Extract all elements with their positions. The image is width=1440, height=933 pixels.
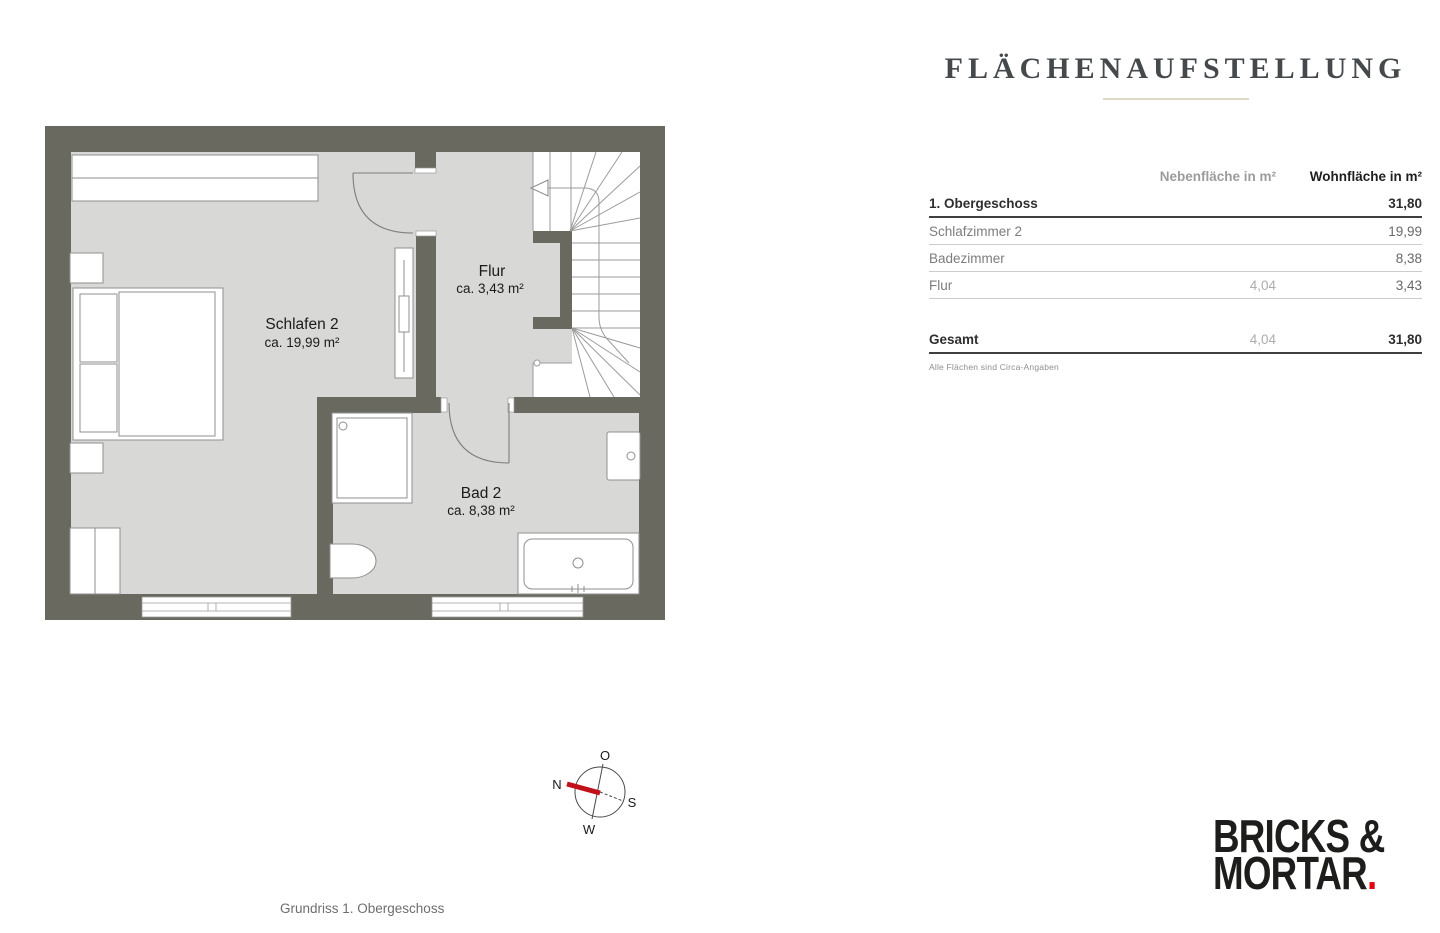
room-area: ca. 3,43 m² — [456, 281, 524, 296]
compass-label-n: N — [552, 777, 562, 792]
page-title: FLÄCHENAUFSTELLUNG — [944, 52, 1407, 85]
radiator-inner — [399, 296, 409, 332]
room-name: Schlafen 2 — [265, 316, 339, 333]
wardrobe-top — [72, 178, 318, 201]
table-row: 1. Obergeschoss 31,80 — [929, 191, 1422, 218]
shower-drain — [339, 422, 347, 430]
pillow — [80, 364, 117, 432]
table-total-row: Gesamt 4,04 31,80 — [929, 327, 1422, 354]
area-table — [929, 163, 1422, 372]
title-underline — [1103, 98, 1249, 100]
logo-line2: MORTAR. — [1213, 847, 1377, 899]
compass-needle — [567, 784, 600, 793]
col-header-nebenflaeche: Nebenfläche in m² — [1159, 169, 1276, 184]
window — [432, 597, 583, 617]
logo-red-dot: . — [1366, 847, 1377, 899]
nightstand — [70, 253, 103, 283]
toilet — [330, 544, 376, 578]
room-name: Bad 2 — [460, 485, 502, 502]
table-row: Badezimmer 8,38 — [929, 245, 1422, 272]
room-area: ca. 8,38 m² — [447, 503, 515, 518]
shower-inner — [337, 418, 407, 498]
window — [142, 597, 291, 617]
table-note: Alle Flächen sind Circa-Angaben — [929, 362, 1059, 372]
brand-logo — [1213, 810, 1385, 899]
room-area: ca. 19,99 m² — [264, 335, 340, 350]
table-row: Flur 4,04 3,43 — [929, 272, 1422, 299]
pillow — [80, 294, 117, 362]
col-header-wohnflaeche: Wohnfläche in m² — [1309, 169, 1422, 184]
washbasin-drain — [627, 452, 635, 460]
wardrobe-top — [72, 155, 318, 178]
plan-caption: Grundriss 1. Obergeschoss — [280, 901, 445, 916]
compass-label-w: W — [582, 822, 596, 837]
compass-rose — [540, 740, 670, 850]
room-name: Flur — [478, 263, 506, 280]
table-row: Schlafzimmer 2 19,99 — [929, 218, 1422, 245]
logo-line1: BRICKS & — [1213, 810, 1385, 862]
floor-plan — [45, 126, 665, 620]
mattress — [119, 292, 215, 436]
compass-label-s: S — [627, 795, 637, 810]
bathtub-drain — [573, 558, 583, 568]
title-block — [929, 52, 1422, 100]
compass-label-o: O — [599, 748, 611, 763]
table-header — [929, 163, 1422, 191]
nightstand — [70, 443, 103, 473]
